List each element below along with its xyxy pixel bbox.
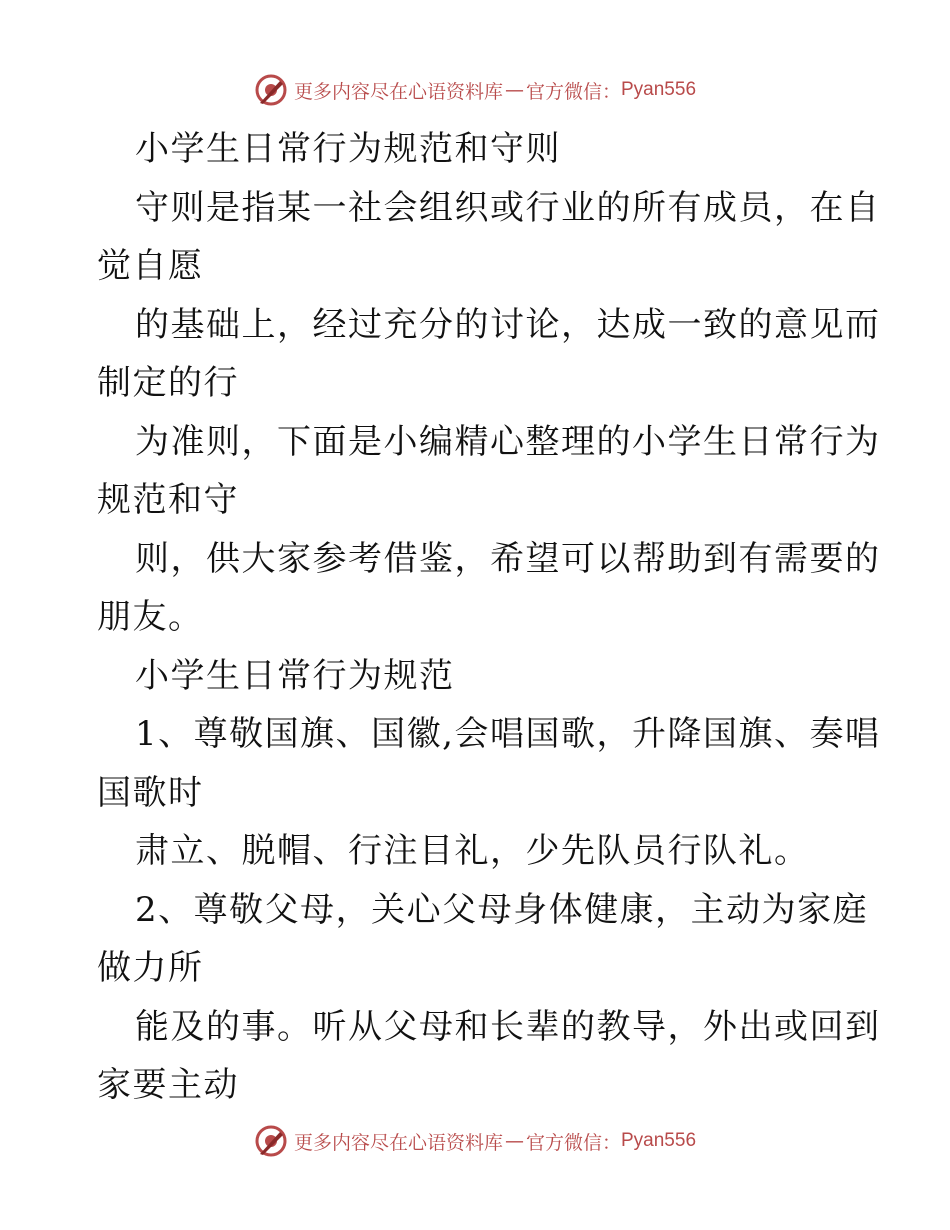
watermark-text: 更多内容尽在心语资料库 [293, 1131, 503, 1154]
paragraph-line: 朋友。 [97, 597, 204, 637]
quill-seal-logo-icon [254, 1124, 288, 1158]
doc-title: 小学生日常行为规范和守则 [135, 129, 561, 169]
paragraph-line: 的基础上，经过充分的讨论，达成一致的意见而 [135, 304, 881, 345]
paragraph-line: 则，供大家参考借鉴，希望可以帮助到有需要的 [135, 538, 881, 579]
paragraph-line: 为准则，下面是小编精心整理的小学生日常行为 [135, 421, 881, 462]
watermark-wechat-id: Pyan556 [621, 79, 697, 100]
watermark-suffix: 官方微信： [525, 1131, 621, 1154]
watermark-wechat-id: Pyan556 [621, 1130, 697, 1151]
rule-item-line: 做力所 [97, 948, 204, 988]
paragraph-line: 规范和守 [97, 480, 239, 520]
rule-item-line: 肃立、脱帽、行注目礼，少先队员行队礼。 [135, 831, 810, 871]
paragraph-line: 制定的行 [97, 363, 239, 403]
footer-watermark [0, 1121, 950, 1161]
rule-item-line: 2、尊敬父母，关心父母身体健康，主动为家庭 [135, 889, 869, 930]
quill-seal-logo-icon [254, 73, 288, 107]
paragraph-line: 觉自愿 [97, 246, 204, 286]
watermark-text: 更多内容尽在心语资料库 [293, 80, 503, 103]
section-heading: 小学生日常行为规范 [135, 655, 455, 696]
rule-item-line: 能及的事。听从父母和长辈的教导，外出或回到 [135, 1006, 881, 1047]
rule-item-line: 国歌时 [97, 772, 204, 813]
watermark-dash: — [504, 79, 524, 101]
watermark-dash: — [504, 1130, 524, 1152]
paragraph-line: 守则是指某一社会组织或行业的所有成员，在自 [135, 187, 881, 228]
rule-item-line: 家要主动 [97, 1065, 239, 1105]
watermark-suffix: 官方微信： [525, 80, 621, 103]
header-watermark [0, 70, 950, 110]
document-body [97, 120, 881, 1115]
rule-item-line: 1、尊敬国旗、国徽,会唱国歌，升降国旗、奏唱 [135, 714, 881, 754]
